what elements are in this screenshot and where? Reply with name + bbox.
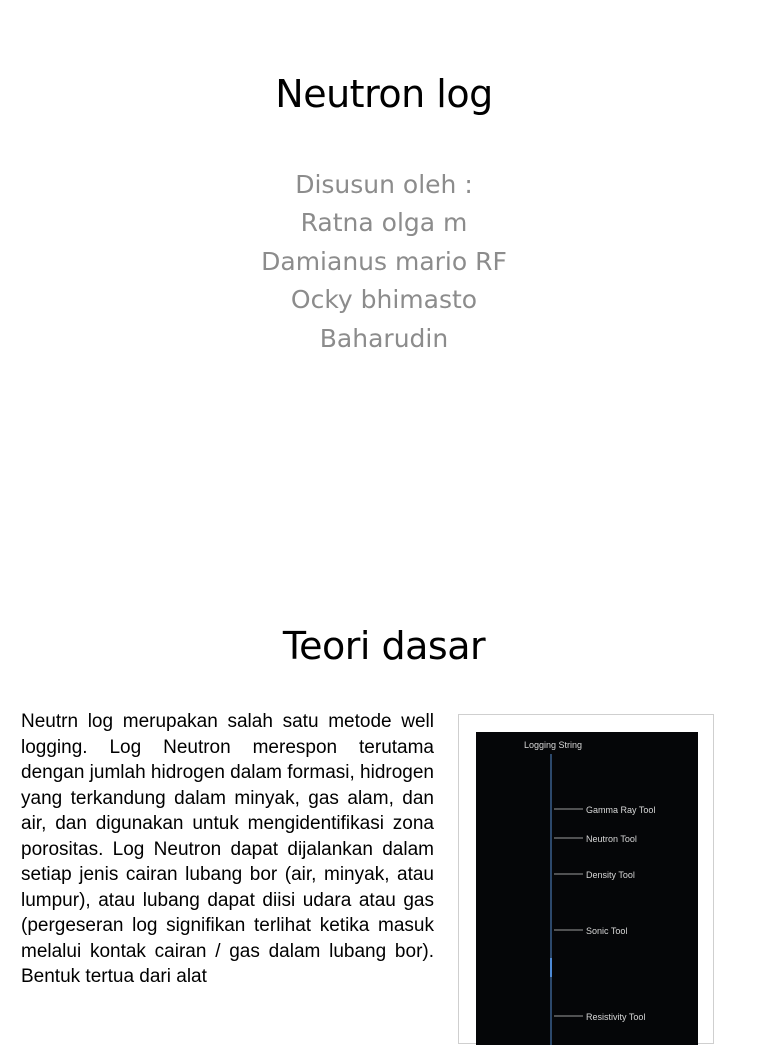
slide-title: Neutron log: [275, 72, 493, 116]
tool-label-sonic: Sonic Tool: [586, 926, 628, 936]
tool-label-gamma-ray: Gamma Ray Tool: [586, 805, 656, 815]
subtitle-line: Ocky bhimasto: [290, 285, 478, 315]
subtitle-line: Disusun oleh :: [295, 170, 473, 199]
slide-title: Teori dasar: [282, 624, 486, 668]
content-slide: [0, 600, 768, 1024]
logging-string-diagram: [476, 732, 698, 1045]
tool-label-resistivity: Resistivity Tool: [586, 1012, 646, 1022]
subtitle-line: Damianus mario RF: [261, 246, 507, 276]
logging-string-figure: [458, 714, 714, 1044]
subtitle-line: Ratna olga m: [300, 208, 468, 238]
tool-label-density: Density Tool: [586, 870, 635, 880]
subtitle-line: Baharudin: [319, 323, 449, 353]
body-paragraph: Neutrn log merupakan salah satu metode well logging. Log Neutron merespon terutama dengan jumlah hidrogen dalam formasi, hidrogen yang terkandung dalam minyak, gas alam, dan air, dan digunakan untuk mengidentifikasi zona porositas. Log Neutron dapat dijalankan dalam setiap jenis cairan lubang bor (air, minyak, atau lumpur), atau lubang dapat diisi udara atau gas (pergeseran log signifikan terlihat ketika masuk melalui kontak cairan / gas dalam lubang bor). Bentuk tertua dari alat: [21, 711, 434, 987]
figure-heading: Logging String: [524, 740, 583, 750]
figure-image: [476, 732, 698, 1045]
tool-label-neutron: Neutron Tool: [586, 834, 637, 844]
author-list: [0, 166, 768, 358]
